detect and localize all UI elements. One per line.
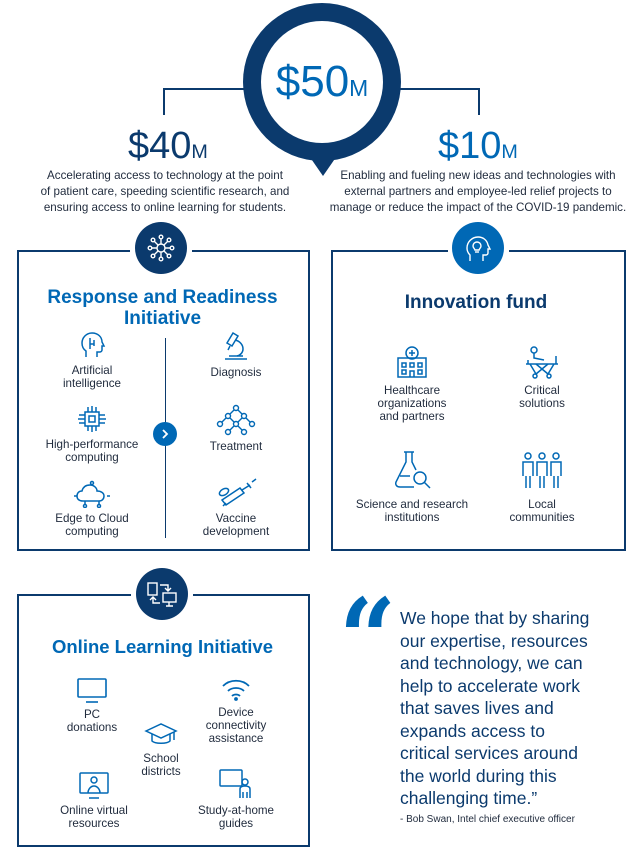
device-connectivity-item: Device connectivity assistance (190, 676, 282, 745)
total-funding-amount: $50M (275, 57, 369, 106)
wifi-icon (220, 676, 252, 702)
healthcare-item: Healthcare organizations and partners (360, 344, 464, 423)
box-top-right-segment (193, 594, 308, 596)
right-connector-v (478, 88, 480, 115)
vaccine-item: Vaccine development (190, 478, 282, 538)
ai-head-icon (77, 330, 107, 360)
local-communities-item: Local communities (494, 448, 590, 524)
syringe-icon (214, 478, 258, 508)
devices-sync-icon (136, 568, 188, 620)
innovation-fund-title: Innovation fund (404, 292, 548, 313)
video-call-icon (77, 770, 111, 800)
total-funding-ring (243, 3, 401, 161)
monitor-icon (76, 676, 108, 704)
critical-solutions-item: Critical solutions (494, 344, 590, 410)
right-connector-h (400, 88, 480, 90)
pc-donations-item: PC donations (50, 676, 134, 734)
left-funding-description: Accelerating access to technology at the point of patient care, speeding scientific research, and ensuring access to online learning for students. (40, 169, 290, 214)
arrow-right-icon (153, 422, 177, 446)
left-connector-v (163, 88, 165, 115)
box-top-right-segment (509, 250, 624, 252)
left-connector-h (163, 88, 244, 90)
quote-mark-icon: “ (339, 574, 397, 703)
school-districts-item: School districts (126, 722, 196, 778)
quote-text: We hope that by sharing our expertise, resources and technology, we can help to accelerate work that saves lives and expands access to critical services around the world during this challenging time.” (400, 608, 590, 808)
network-hub-icon (135, 222, 187, 274)
online-learning-title: Online Learning Initiative (51, 636, 273, 657)
diagnosis-item: Diagnosis (190, 330, 282, 379)
graduation-cap-icon (144, 722, 178, 748)
right-funding-description: Enabling and fueling new ideas and technologies with external partners and employee-led relief projects to manage or reduce the impact of the COVID-19 pandemic. (329, 169, 627, 214)
box-top-right-segment (192, 250, 308, 252)
science-item: Science and research institutions (350, 448, 474, 524)
online-resources-item: Online virtual resources (46, 770, 142, 830)
box-top-left-segment (17, 594, 131, 596)
response-initiative-title: Response and Readiness Initiative (47, 287, 278, 329)
right-funding-amount: $10M (438, 125, 518, 167)
ai-item: Artificial intelligence (42, 330, 142, 390)
chip-icon (75, 404, 109, 434)
presenter-icon (218, 768, 254, 800)
stretcher-icon (522, 344, 562, 380)
hospital-icon (394, 344, 430, 380)
treatment-item: Treatment (190, 402, 282, 453)
microscope-icon (221, 330, 251, 362)
people-icon (520, 448, 564, 494)
study-guides-item: Study-at-home guides (186, 768, 286, 830)
left-funding-amount: $40M (128, 125, 208, 167)
lightbulb-head-icon (452, 222, 504, 274)
hpc-item: High-performance computing (38, 404, 146, 464)
molecule-icon (216, 402, 256, 436)
cloud-network-icon (72, 480, 112, 508)
quote-attribution: - Bob Swan, Intel chief executive officer (400, 814, 575, 825)
box-top-left-segment (331, 250, 448, 252)
box-top-left-segment (17, 250, 130, 252)
edge-cloud-item: Edge to Cloud computing (38, 480, 146, 538)
flask-icon (392, 448, 432, 494)
